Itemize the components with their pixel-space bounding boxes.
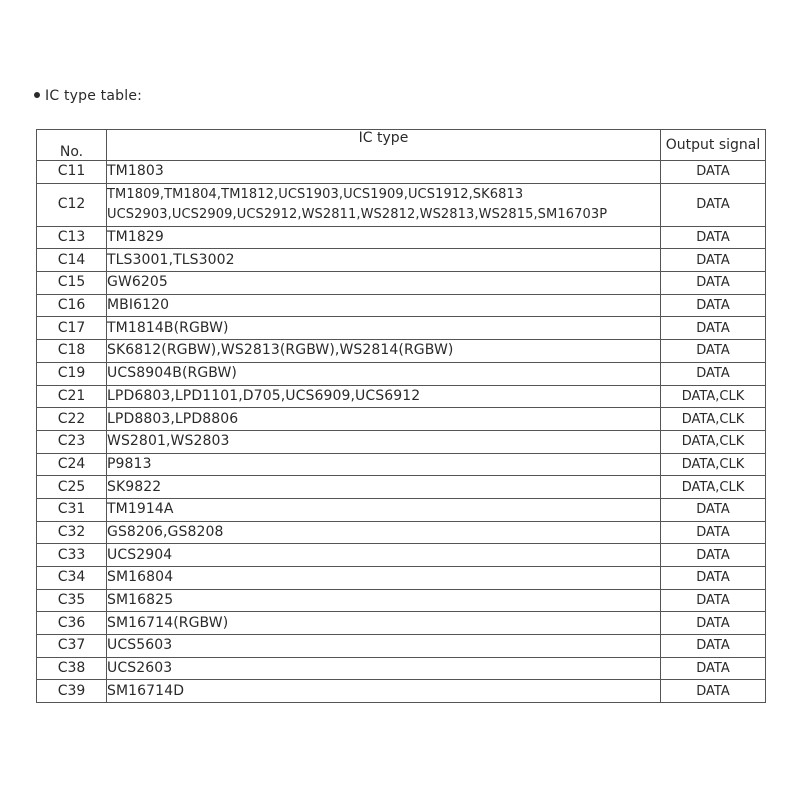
row-ic-type — [107, 294, 661, 317]
row-output-signal: DATA — [661, 294, 766, 317]
table-row — [37, 249, 766, 272]
row-number: C19 — [37, 362, 107, 385]
row-ic-type — [107, 589, 661, 612]
table-row — [37, 226, 766, 249]
row-ic-type — [107, 408, 661, 431]
table-row — [37, 589, 766, 612]
row-ic-type — [107, 272, 661, 295]
row-number: C38 — [37, 657, 107, 680]
ic-type-line: UCS8904B(RGBW) — [107, 365, 237, 382]
row-ic-type — [107, 317, 661, 340]
table-row — [37, 567, 766, 590]
row-number: C37 — [37, 635, 107, 658]
ic-type-line: TM1829 — [107, 229, 164, 246]
table-row — [37, 340, 766, 363]
row-output-signal: DATA — [661, 161, 766, 184]
row-number: C18 — [37, 340, 107, 363]
table-row — [37, 635, 766, 658]
row-number: C22 — [37, 408, 107, 431]
ic-type-line: LPD8803,LPD8806 — [107, 410, 239, 427]
ic-type-line: UCS2904 — [107, 546, 173, 563]
row-number: C16 — [37, 294, 107, 317]
row-ic-type — [107, 362, 661, 385]
row-number: C35 — [37, 589, 107, 612]
row-ic-type — [107, 567, 661, 590]
table-row — [37, 453, 766, 476]
table-row — [37, 680, 766, 703]
row-number: C25 — [37, 476, 107, 499]
ic-type-line: GW6205 — [107, 274, 168, 291]
table-row — [37, 408, 766, 431]
header-no: No. — [37, 130, 107, 161]
ic-type-line: SM16804 — [107, 569, 174, 586]
row-output-signal: DATA — [661, 657, 766, 680]
row-output-signal: DATA — [661, 317, 766, 340]
row-output-signal: DATA — [661, 226, 766, 249]
row-number: C24 — [37, 453, 107, 476]
ic-type-line: TLS3001,TLS3002 — [107, 251, 235, 268]
row-output-signal: DATA — [661, 635, 766, 658]
ic-type-line: SM16714(RGBW) — [107, 614, 229, 631]
row-output-signal: DATA,CLK — [661, 476, 766, 499]
row-number: C39 — [37, 680, 107, 703]
row-ic-type — [107, 521, 661, 544]
row-ic-type — [107, 183, 661, 226]
table-row — [37, 294, 766, 317]
ic-type-line: SM16714D — [107, 682, 185, 699]
bullet-icon — [34, 92, 40, 98]
table-row — [37, 612, 766, 635]
table-body — [37, 161, 766, 703]
row-ic-type — [107, 476, 661, 499]
table-row — [37, 385, 766, 408]
row-output-signal: DATA — [661, 612, 766, 635]
row-output-signal: DATA,CLK — [661, 385, 766, 408]
section-heading — [34, 88, 142, 104]
ic-type-line: TM1914A — [107, 501, 174, 518]
row-ic-type — [107, 498, 661, 521]
row-number: C13 — [37, 226, 107, 249]
ic-type-line: WS2801,WS2803 — [107, 433, 230, 450]
row-output-signal: DATA — [661, 567, 766, 590]
row-number: C14 — [37, 249, 107, 272]
table-row — [37, 498, 766, 521]
row-ic-type — [107, 612, 661, 635]
row-number: C23 — [37, 430, 107, 453]
row-output-signal: DATA — [661, 544, 766, 567]
row-output-signal: DATA,CLK — [661, 453, 766, 476]
table-row — [37, 521, 766, 544]
ic-type-line: UCS5603 — [107, 637, 173, 654]
row-ic-type — [107, 340, 661, 363]
row-output-signal: DATA — [661, 521, 766, 544]
table-row — [37, 544, 766, 567]
ic-type-table — [36, 129, 766, 703]
row-number: C21 — [37, 385, 107, 408]
table-row — [37, 657, 766, 680]
row-number: C31 — [37, 498, 107, 521]
table-row — [37, 430, 766, 453]
row-output-signal: DATA — [661, 362, 766, 385]
row-number: C33 — [37, 544, 107, 567]
ic-type-line: TM1809,TM1804,TM1812,UCS1903,UCS1909,UCS1912,SK6813 — [107, 186, 524, 202]
row-ic-type — [107, 453, 661, 476]
row-output-signal: DATA — [661, 249, 766, 272]
ic-type-line: P9813 — [107, 455, 152, 472]
row-number: C34 — [37, 567, 107, 590]
ic-type-line: GS8206,GS8208 — [107, 523, 224, 540]
row-output-signal: DATA — [661, 340, 766, 363]
header-output-signal: Output signal — [661, 130, 766, 161]
row-ic-type — [107, 161, 661, 184]
ic-type-line: TM1803 — [107, 163, 164, 180]
row-number: C12 — [37, 183, 107, 226]
ic-type-line: SK9822 — [107, 478, 162, 495]
row-number: C11 — [37, 161, 107, 184]
table-row — [37, 161, 766, 184]
row-number: C15 — [37, 272, 107, 295]
table-row — [37, 362, 766, 385]
ic-type-line: LPD6803,LPD1101,D705,UCS6909,UCS6912 — [107, 387, 421, 404]
row-number: C32 — [37, 521, 107, 544]
ic-type-line: SM16825 — [107, 592, 174, 609]
row-ic-type — [107, 635, 661, 658]
table-row — [37, 476, 766, 499]
table-row — [37, 317, 766, 340]
table-header-row — [37, 130, 766, 161]
row-output-signal: DATA,CLK — [661, 430, 766, 453]
row-output-signal: DATA — [661, 680, 766, 703]
row-ic-type — [107, 385, 661, 408]
section-heading-text: IC type table: — [45, 88, 143, 104]
ic-type-line: TM1814B(RGBW) — [107, 319, 229, 336]
row-output-signal: DATA,CLK — [661, 408, 766, 431]
row-number: C17 — [37, 317, 107, 340]
row-output-signal: DATA — [661, 183, 766, 226]
row-output-signal: DATA — [661, 589, 766, 612]
row-ic-type — [107, 249, 661, 272]
ic-type-line: UCS2903,UCS2909,UCS2912,WS2811,WS2812,WS2813,WS2815,SM16703P — [107, 206, 608, 222]
header-ic-type: IC type — [107, 130, 661, 161]
ic-type-line: UCS2603 — [107, 660, 173, 677]
row-output-signal: DATA — [661, 272, 766, 295]
row-ic-type — [107, 430, 661, 453]
row-ic-type — [107, 680, 661, 703]
row-number: C36 — [37, 612, 107, 635]
table-row — [37, 272, 766, 295]
ic-type-line: MBI6120 — [107, 297, 170, 314]
ic-type-line: SK6812(RGBW),WS2813(RGBW),WS2814(RGBW) — [107, 342, 454, 359]
row-output-signal: DATA — [661, 498, 766, 521]
row-ic-type — [107, 226, 661, 249]
table-row — [37, 183, 766, 226]
row-ic-type — [107, 657, 661, 680]
row-ic-type — [107, 544, 661, 567]
